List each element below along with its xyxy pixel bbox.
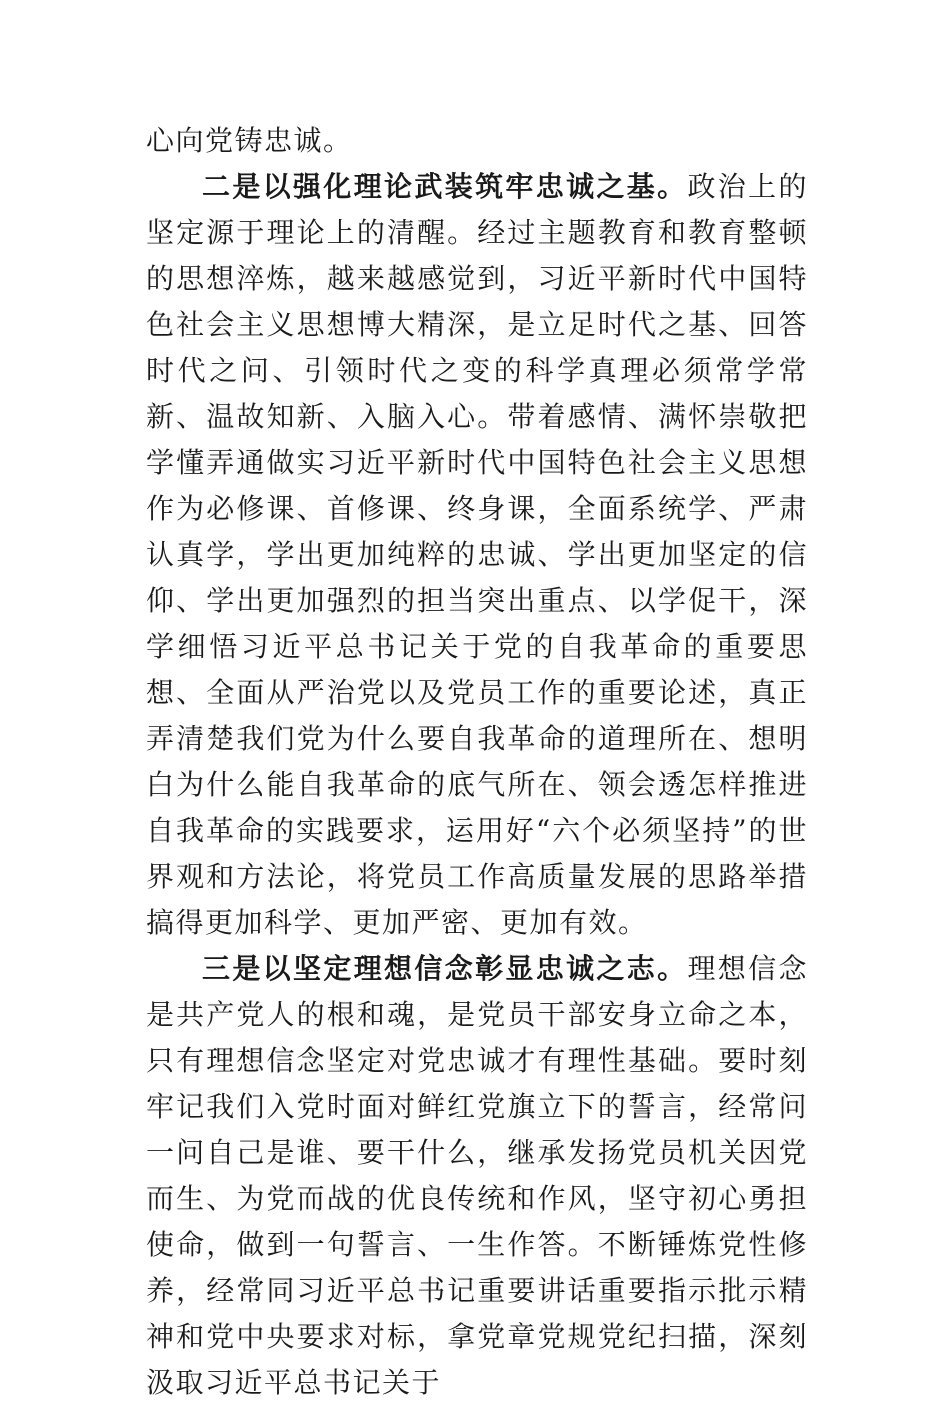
paragraph-body-text: 理想信念是共产党人的根和魂，是党员干部安身立命之本，只有理想信念坚定对党忠诚才有理性基础。要时刻牢记我们入党时面对鲜红党旗立下的誓言，经常问一问自己是谁、要干什么，继承发扬党员机关因党而生、为党而战的优良传统和作风，坚守初心勇担使命，做到一句誓言、一生作答。不断锤炼党性修养，经常同习近平总书记重要讲话重要指示批示精神和党中央要求对标，拿党章党规党纪扫描，深刻汲取习近平总书记关于 bbox=[146, 952, 808, 1399]
document-body bbox=[146, 118, 808, 1406]
paragraph-lead-heading: 二是以强化理论武装筑牢忠诚之基。 bbox=[202, 170, 688, 203]
paragraph-theory-armament bbox=[146, 164, 808, 946]
paragraph-lead-heading: 三是以坚定理想信念彰显忠诚之志。 bbox=[202, 952, 688, 985]
paragraph-ideals-beliefs bbox=[146, 946, 808, 1406]
paragraph-body-text: 政治上的坚定源于理论上的清醒。经过主题教育和教育整顿的思想淬炼，越来越感觉到，习近平新时代中国特色社会主义思想博大精深，是立足时代之基、回答时代之问、引领时代之变的科学真理必须常学常新、温故知新、入脑入心。带着感情、满怀崇敬把学懂弄通做实习近平新时代中国特色社会主义思想作为必修课、首修课、终身课，全面系统学、严肃认真学，学出更加纯粹的忠诚、学出更加坚定的信仰、学出更加强烈的担当突出重点、以学促干，深学细悟习近平总书记关于党的自我革命的重要思想、全面从严治党以及党员工作的重要论述，真正弄清楚我们党为什么要自我革命的道理所在、想明白为什么能自我革命的底气所在、领会透怎样推进自我革命的实践要求，运用好“六个必须坚持”的世界观和方法论，将党员工作高质量发展的思路举措搞得更加科学、更加严密、更加有效。 bbox=[146, 170, 808, 939]
paragraph-continuation bbox=[146, 118, 808, 164]
paragraph-text: 心向党铸忠诚。 bbox=[146, 124, 353, 157]
